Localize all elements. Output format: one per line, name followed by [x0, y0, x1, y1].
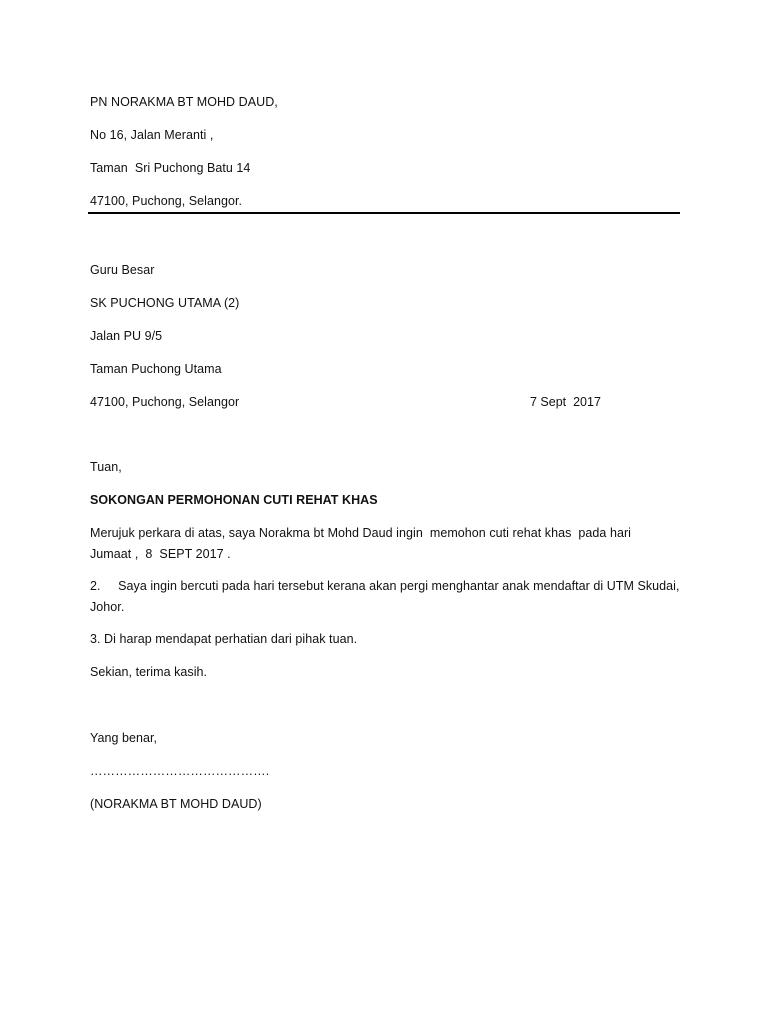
recipient-address-line-1: Jalan PU 9/5: [90, 329, 163, 343]
sender-address-line-2: Taman Sri Puchong Batu 14: [90, 161, 251, 175]
signatory-name: (NORAKMA BT MOHD DAUD): [90, 797, 262, 811]
paragraph-1-line-2: Jumaat , 8 SEPT 2017 .: [90, 547, 231, 561]
letter-date: 7 Sept 2017: [530, 395, 601, 409]
sender-address-line-1: No 16, Jalan Meranti ,: [90, 128, 214, 142]
closing-text: Sekian, terima kasih.: [90, 665, 208, 679]
sender-name: PN NORAKMA BT MOHD DAUD,: [90, 95, 278, 109]
recipient-school: SK PUCHONG UTAMA (2): [90, 296, 240, 310]
salutation: Tuan,: [90, 460, 122, 474]
paragraph-2-line-1: 2. Saya ingin bercuti pada hari tersebut kerana akan pergi menghantar anak mendaftar di UTM Skudai,: [90, 579, 680, 593]
paragraph-1-line-1: Merujuk perkara di atas, saya Norakma bt Mohd Daud ingin memohon cuti rehat khas pada hari: [90, 526, 631, 540]
paragraph-3: 3. Di harap mendapat perhatian dari pihak tuan.: [90, 632, 358, 646]
recipient-address-line-2: Taman Puchong Utama: [90, 362, 222, 376]
header-divider: [88, 212, 680, 214]
sign-off: Yang benar,: [90, 731, 158, 745]
signature-line: …………………………………….: [90, 764, 270, 778]
letter-subject: SOKONGAN PERMOHONAN CUTI REHAT KHAS: [90, 493, 378, 507]
recipient-title: Guru Besar: [90, 263, 155, 277]
paragraph-2-line-2: Johor.: [90, 600, 125, 614]
recipient-address-line-3: 47100, Puchong, Selangor: [90, 395, 240, 409]
sender-address-line-3: 47100, Puchong, Selangor.: [90, 194, 243, 208]
